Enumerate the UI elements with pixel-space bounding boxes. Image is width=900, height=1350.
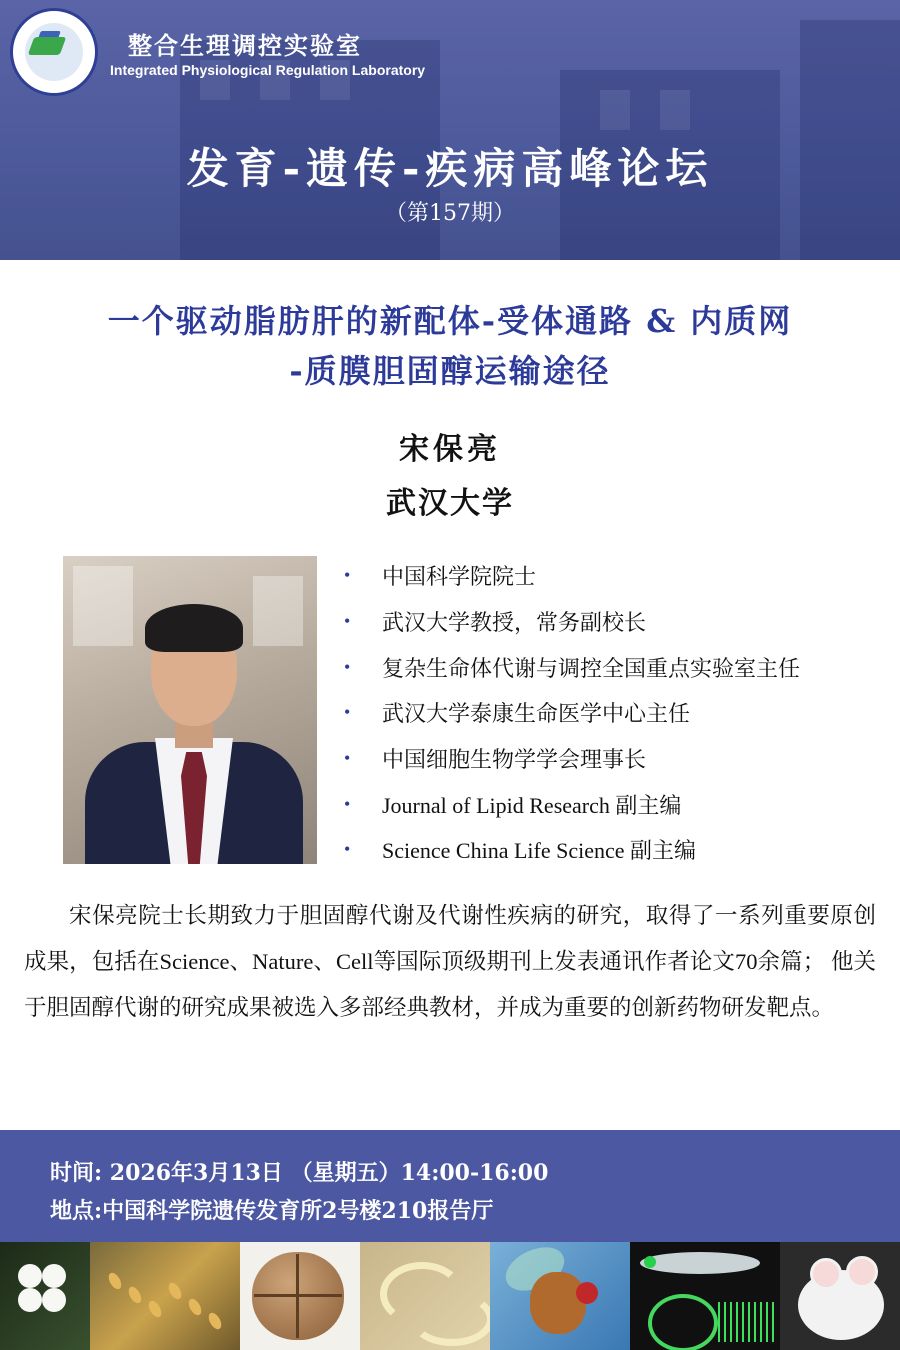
building-window [660, 90, 690, 130]
list-item [340, 781, 880, 827]
bullet: • [344, 565, 351, 586]
credential-text: Journal of Lipid Research 副主编 [382, 792, 682, 818]
list-item [340, 827, 880, 873]
institute-logo-icon [10, 8, 98, 96]
list-item [340, 736, 880, 782]
bullet: • [344, 748, 351, 769]
bullet: • [344, 702, 351, 723]
list-item [340, 644, 880, 690]
bullet: • [344, 656, 351, 677]
credentials-list [340, 553, 880, 873]
talk-title [10, 296, 890, 396]
credential-text: 复杂生命体代谢与调控全国重点实验室主任 [382, 655, 801, 681]
arabidopsis-flower-image [0, 1242, 90, 1350]
zebrafish-image [630, 1242, 780, 1350]
speaker-affiliation: 武汉大学 [386, 486, 514, 521]
credential-text: 中国科学院院士 [382, 564, 537, 590]
lab-name-cn: 整合生理调控实验室 [128, 31, 362, 60]
list-item [340, 553, 880, 599]
event-time: 时间: 2026年3月13日 （星期五）14:00-16:00 [50, 1160, 549, 1186]
list-item [340, 599, 880, 645]
credential-text: Science China Life Science 副主编 [382, 838, 697, 864]
issue-number: （第157期） [385, 201, 515, 226]
bullet: • [344, 611, 351, 632]
building-window [600, 90, 630, 130]
forum-title: 发育-遗传-疾病高峰论坛 [186, 144, 714, 193]
mouse-image [780, 1242, 900, 1350]
rice-grain-image [90, 1242, 240, 1350]
embryo-cell-image [240, 1242, 360, 1350]
model-organism-strip [0, 1242, 900, 1350]
credential-text: 中国细胞生物学学会理事长 [382, 747, 647, 773]
event-place: 地点:中国科学院遗传发育所2号楼210报告厅 [50, 1198, 494, 1224]
speaker-bio: 宋保亮院士长期致力于胆固醇代谢及代谢性疾病的研究，取得了一系列重要原创成果，包括在Science、Nature、Cell等国际顶级期刊上发表通讯作者论文70余篇； 他关于胆固醇代谢的研究成果被选入多部经典教材，并成为重要的创新药物研发靶点。 [24, 903, 876, 1020]
credential-text: 武汉大学教授，常务副校长 [382, 610, 647, 636]
credential-text: 武汉大学泰康生命医学中心主任 [382, 701, 691, 727]
list-item [340, 690, 880, 736]
bullet: • [344, 793, 351, 814]
nematode-image [360, 1242, 490, 1350]
talk-title-line2: -质膜胆固醇运输途径 [289, 352, 611, 390]
lab-name-en: Integrated Physiological Regulation Laboratory [110, 62, 426, 78]
speaker-photo [63, 556, 317, 864]
header-banner [0, 0, 900, 260]
fruit-fly-image [490, 1242, 630, 1350]
speaker-name: 宋保亮 [399, 432, 501, 467]
talk-title-line1: 一个驱动脂肪肝的新配体-受体通路 & 内质网 [107, 302, 793, 340]
bullet: • [344, 839, 351, 860]
